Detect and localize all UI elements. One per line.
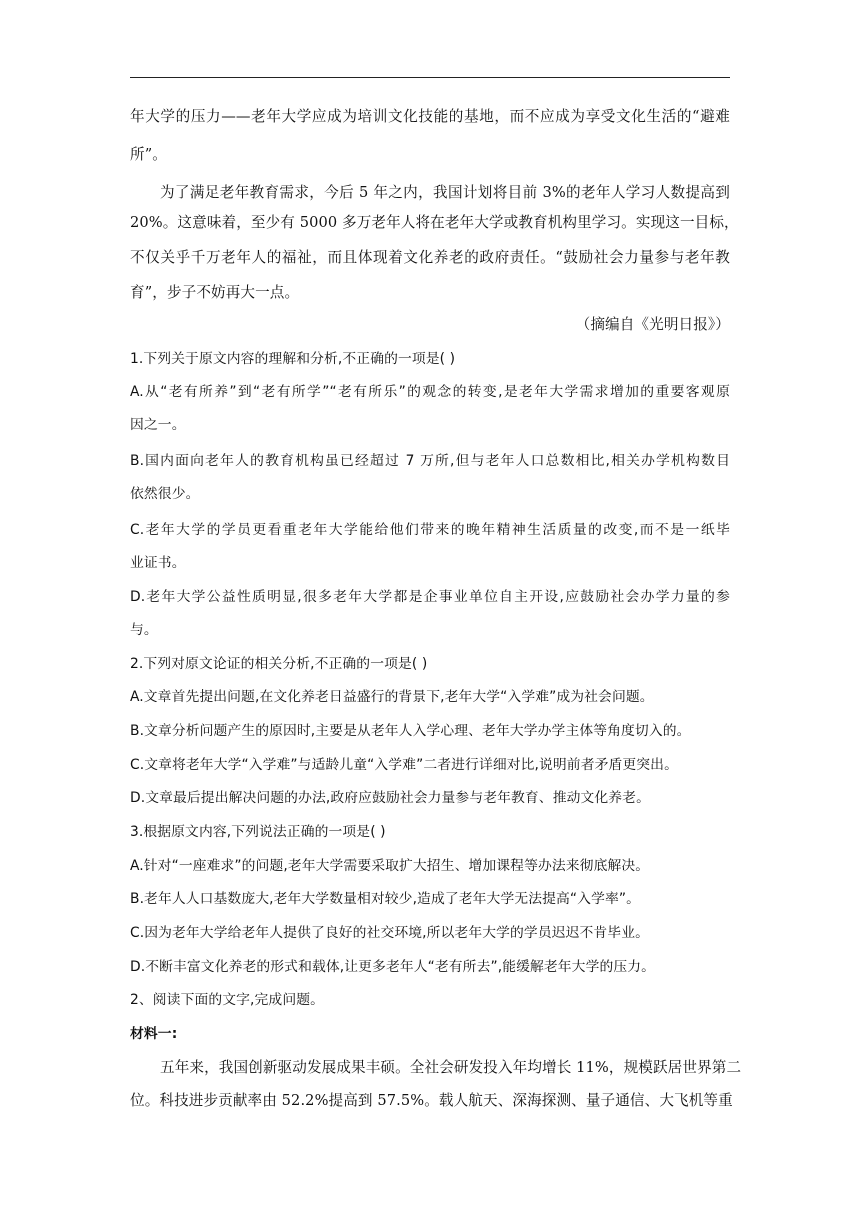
article-paragraph-line: 不仅关乎千万老年人的福祉，而且体现着文化养老的政府责任。“鼓励社会力量参与老年教 xyxy=(130,249,730,266)
article-paragraph-line: 年大学的压力——老年大学应成为培训文化技能的基地，而不应成为享受文化生活的“避难 xyxy=(130,108,730,125)
question-1-option-b-cont: 依然很少。 xyxy=(130,486,200,502)
article-paragraph-line: 所”。 xyxy=(130,146,167,163)
header-rule xyxy=(130,77,730,78)
question-3-option-d: D.不断丰富文化养老的形式和载体,让更多老年人“老有所去”,能缓解老年大学的压力。 xyxy=(130,959,656,975)
question-1-option-a-cont: 因之一。 xyxy=(130,417,186,433)
question-2-option-a: A.文章首先提出问题,在文化养老日益盛行的背景下,老年大学“入学难”成为社会问题。 xyxy=(130,689,654,705)
question-1-option-c: C.老年大学的学员更看重老年大学能给他们带来的晚年精神生活质量的改变,而不是一纸毕 xyxy=(130,522,730,538)
question-2-option-b: B.文章分析问题产生的原因时,主要是从老年人入学心理、老年大学办学主体等角度切入的。 xyxy=(130,723,691,739)
article-paragraph-line: 为了满足老年教育需求，今后 5 年之内，我国计划将目前 3%的老年人学习人数提高到 xyxy=(160,184,730,201)
material-paragraph-line: 位。科技进步贡献率由 52.2%提高到 57.5%。载人航天、深海探测、量子通信、大飞机等重 xyxy=(130,1092,733,1109)
question-3-stem: 3.根据原文内容,下列说法正确的一项是( ) xyxy=(130,824,386,840)
material-label: 材料一: xyxy=(130,1026,178,1042)
question-3-option-c: C.因为老年大学给老年人提供了良好的社交环境,所以老年大学的学员迟迟不肯毕业。 xyxy=(130,925,649,941)
question-3-option-a: A.针对“一座难求”的问题,老年大学需要采取扩大招生、增加课程等办法来彻底解决。 xyxy=(130,858,650,874)
material-paragraph-line: 五年来，我国创新驱动发展成果丰硕。全社会研发投入年均增长 11%，规模跃居世界第二 xyxy=(160,1059,742,1076)
section-2-intro: 2、阅读下面的文字,完成问题。 xyxy=(130,992,325,1008)
question-1-option-c-cont: 业证书。 xyxy=(130,555,186,571)
question-1-option-d: D.老年大学公益性质明显,很多老年大学都是企事业单位自主开设,应鼓励社会办学力量的参 xyxy=(130,589,730,605)
article-paragraph-line: 20%。这意味着，至少有 5000 多万老年人将在老年大学或教育机构里学习。实现这一目标， xyxy=(130,214,739,231)
question-2-option-d: D.文章最后提出解决问题的办法,政府应鼓励社会力量参与老年教育、推动文化养老。 xyxy=(130,790,650,806)
question-1-option-a: A.从“老有所养”到“老有所学”“老有所乐”的观念的转变,是老年大学需求增加的重要客观原 xyxy=(130,384,730,400)
question-3-option-b: B.老年人人口基数庞大,老年大学数量相对较少,造成了老年大学无法提高“入学率”。 xyxy=(130,891,641,907)
article-paragraph-line: 育”，步子不妨再大一点。 xyxy=(130,284,300,301)
article-source: （摘编自《光明日报》） xyxy=(575,316,730,333)
question-1-option-d-cont: 与。 xyxy=(130,622,158,638)
question-2-stem: 2.下列对原文论证的相关分析,不正确的一项是( ) xyxy=(130,656,428,672)
question-1-stem: 1.下列关于原文内容的理解和分析,不正确的一项是( ) xyxy=(130,351,456,367)
question-2-option-c: C.文章将老年大学“入学难”与适龄儿童“入学难”二者进行详细对比,说明前者矛盾更突出。 xyxy=(130,757,678,773)
question-1-option-b: B.国内面向老年人的教育机构虽已经超过 7 万所,但与老年人口总数相比,相关办学机构数目 xyxy=(130,453,730,469)
